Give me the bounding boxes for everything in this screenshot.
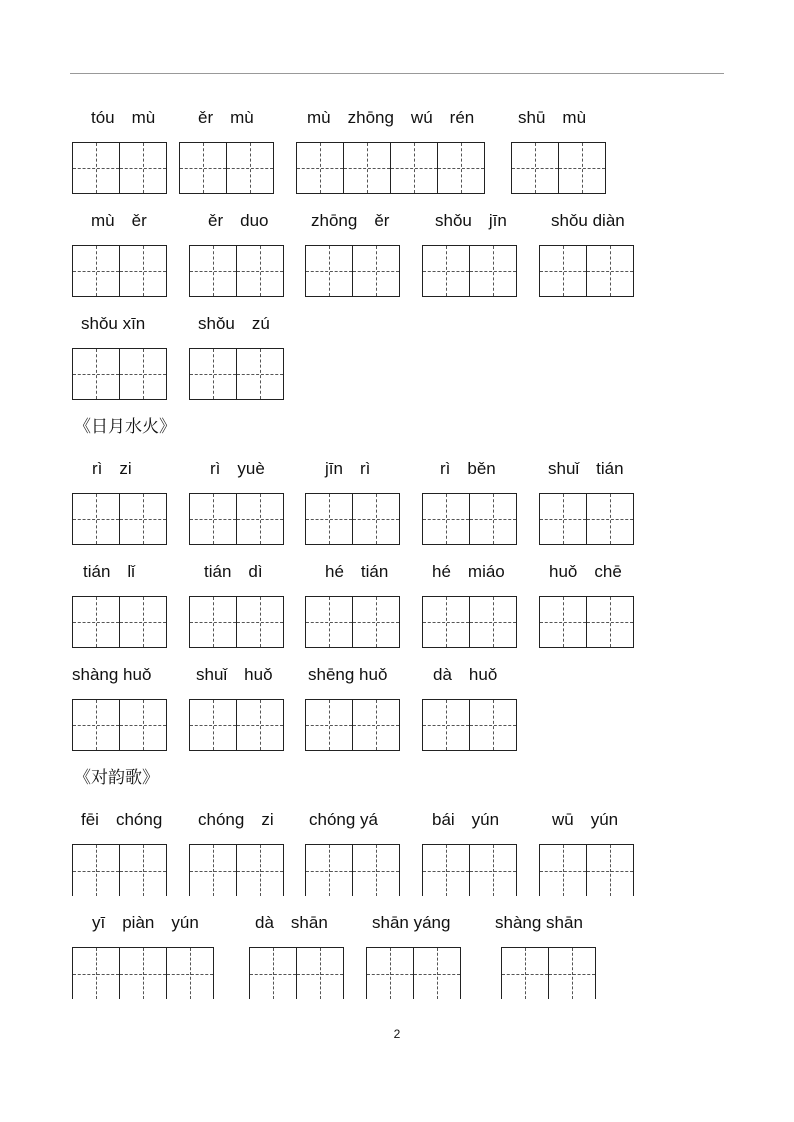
- grid-cell[interactable]: [586, 245, 634, 297]
- writing-grid[interactable]: [72, 493, 167, 545]
- writing-grid[interactable]: [179, 142, 274, 194]
- writing-grid[interactable]: [305, 596, 400, 648]
- writing-grid[interactable]: [305, 245, 400, 297]
- section-heading: 《对韵歌》: [74, 768, 159, 787]
- grid-cell[interactable]: [72, 245, 120, 297]
- writing-grid[interactable]: [189, 844, 284, 896]
- pinyin-label: mù zhōng wú rén: [307, 108, 475, 127]
- grid-cell[interactable]: [366, 947, 414, 999]
- pinyin-label: mù ěr: [91, 211, 147, 230]
- pinyin-label: chóng zi: [198, 810, 274, 829]
- top-rule: [70, 73, 724, 74]
- grid-cell[interactable]: [352, 245, 400, 297]
- grid-cell[interactable]: [437, 142, 485, 194]
- grid-cell[interactable]: [236, 245, 284, 297]
- pinyin-label: shēng huǒ: [308, 665, 388, 684]
- grid-cell[interactable]: [352, 699, 400, 751]
- pinyin-label: huǒ chē: [549, 562, 622, 581]
- section-heading: 《日月水火》: [74, 417, 176, 436]
- grid-cell[interactable]: [119, 844, 167, 896]
- grid-cell[interactable]: [352, 844, 400, 896]
- grid-cell[interactable]: [119, 142, 167, 194]
- writing-grid[interactable]: [366, 947, 461, 999]
- writing-grid[interactable]: [189, 245, 284, 297]
- grid-cell[interactable]: [72, 947, 120, 999]
- grid-cell[interactable]: [236, 348, 284, 400]
- grid-cell[interactable]: [72, 699, 120, 751]
- grid-cell[interactable]: [119, 699, 167, 751]
- writing-grid[interactable]: [539, 245, 634, 297]
- writing-grid[interactable]: [72, 596, 167, 648]
- grid-cell[interactable]: [119, 493, 167, 545]
- writing-grid[interactable]: [422, 245, 517, 297]
- pinyin-label: ěr duo: [208, 211, 269, 230]
- grid-cell[interactable]: [189, 596, 237, 648]
- grid-cell[interactable]: [558, 142, 606, 194]
- grid-cell[interactable]: [539, 844, 587, 896]
- grid-cell[interactable]: [189, 844, 237, 896]
- pinyin-label: shǒu xīn: [81, 314, 146, 333]
- grid-cell[interactable]: [72, 493, 120, 545]
- pinyin-label: shuǐ huǒ: [196, 665, 273, 684]
- grid-cell[interactable]: [305, 596, 353, 648]
- grid-cell[interactable]: [539, 493, 587, 545]
- pinyin-label: hé miáo: [432, 562, 505, 581]
- grid-cell[interactable]: [236, 493, 284, 545]
- grid-cell[interactable]: [469, 493, 517, 545]
- pinyin-label: wū yún: [552, 810, 619, 829]
- writing-grid[interactable]: [305, 844, 400, 896]
- pinyin-label: jīn rì: [325, 459, 371, 478]
- grid-cell[interactable]: [548, 947, 596, 999]
- writing-grid[interactable]: [189, 596, 284, 648]
- pinyin-label: shān yáng: [372, 913, 451, 932]
- pinyin-label: tián lǐ: [83, 562, 135, 581]
- page-number: 2: [393, 1027, 401, 1041]
- grid-cell[interactable]: [352, 493, 400, 545]
- writing-grid[interactable]: [189, 348, 284, 400]
- pinyin-label: shuǐ tián: [548, 459, 624, 478]
- writing-grid[interactable]: [72, 348, 167, 400]
- writing-grid[interactable]: [422, 699, 517, 751]
- pinyin-label: rì běn: [440, 459, 496, 478]
- pinyin-label: tóu mù: [91, 108, 156, 127]
- grid-cell[interactable]: [469, 245, 517, 297]
- pinyin-label: rì yuè: [210, 459, 265, 478]
- grid-cell[interactable]: [166, 947, 214, 999]
- pinyin-label: shàng shān: [495, 913, 583, 932]
- writing-grid[interactable]: [539, 844, 634, 896]
- writing-grid[interactable]: [72, 142, 167, 194]
- grid-cell[interactable]: [72, 596, 120, 648]
- writing-grid[interactable]: [72, 699, 167, 751]
- grid-cell[interactable]: [179, 142, 227, 194]
- grid-cell[interactable]: [236, 596, 284, 648]
- writing-grid[interactable]: [249, 947, 344, 999]
- writing-grid[interactable]: [72, 245, 167, 297]
- writing-grid[interactable]: [422, 596, 517, 648]
- grid-cell[interactable]: [72, 142, 120, 194]
- grid-cell[interactable]: [72, 348, 120, 400]
- grid-cell[interactable]: [469, 699, 517, 751]
- grid-cell[interactable]: [305, 493, 353, 545]
- pinyin-label: shǒu zú: [198, 314, 270, 333]
- grid-cell[interactable]: [189, 493, 237, 545]
- pinyin-label: bái yún: [432, 810, 500, 829]
- grid-cell[interactable]: [539, 596, 587, 648]
- grid-cell[interactable]: [413, 947, 461, 999]
- writing-grid[interactable]: [72, 947, 214, 999]
- grid-cell[interactable]: [296, 947, 344, 999]
- pinyin-label: dà shān: [255, 913, 328, 932]
- pinyin-label: ěr mù: [198, 108, 254, 127]
- writing-grid[interactable]: [305, 699, 400, 751]
- pinyin-label: rì zi: [92, 459, 132, 478]
- grid-cell[interactable]: [72, 844, 120, 896]
- grid-cell[interactable]: [236, 844, 284, 896]
- writing-grid[interactable]: [539, 493, 634, 545]
- pinyin-label: tián dì: [204, 562, 263, 581]
- grid-cell[interactable]: [119, 947, 167, 999]
- writing-grid[interactable]: [501, 947, 596, 999]
- grid-cell[interactable]: [119, 348, 167, 400]
- grid-cell[interactable]: [189, 699, 237, 751]
- grid-cell[interactable]: [511, 142, 559, 194]
- pinyin-label: fēi chóng: [81, 810, 163, 829]
- grid-cell[interactable]: [422, 699, 470, 751]
- grid-cell[interactable]: [226, 142, 274, 194]
- grid-cell[interactable]: [586, 844, 634, 896]
- grid-cell[interactable]: [305, 699, 353, 751]
- writing-grid[interactable]: [296, 142, 485, 194]
- pinyin-label: dà huǒ: [433, 665, 498, 684]
- grid-cell[interactable]: [422, 493, 470, 545]
- grid-cell[interactable]: [390, 142, 438, 194]
- pinyin-label: yī piàn yún: [92, 913, 199, 932]
- grid-cell[interactable]: [343, 142, 391, 194]
- writing-grid[interactable]: [422, 844, 517, 896]
- grid-cell[interactable]: [296, 142, 344, 194]
- writing-grid[interactable]: [189, 493, 284, 545]
- pinyin-label: shǒu jīn: [435, 211, 507, 230]
- grid-cell[interactable]: [422, 844, 470, 896]
- writing-grid[interactable]: [539, 596, 634, 648]
- grid-cell[interactable]: [189, 245, 237, 297]
- pinyin-label: chóng yá: [309, 810, 378, 829]
- grid-cell[interactable]: [352, 596, 400, 648]
- grid-cell[interactable]: [119, 596, 167, 648]
- grid-cell[interactable]: [501, 947, 549, 999]
- grid-cell[interactable]: [422, 596, 470, 648]
- grid-cell[interactable]: [469, 844, 517, 896]
- grid-cell[interactable]: [539, 245, 587, 297]
- grid-cell[interactable]: [119, 245, 167, 297]
- pinyin-label: shǒu diàn: [551, 211, 625, 230]
- grid-cell[interactable]: [469, 596, 517, 648]
- pinyin-label: shàng huǒ: [72, 665, 152, 684]
- grid-cell[interactable]: [189, 348, 237, 400]
- grid-cell[interactable]: [305, 844, 353, 896]
- grid-cell[interactable]: [586, 596, 634, 648]
- writing-grid[interactable]: [511, 142, 606, 194]
- pinyin-label: shū mù: [518, 108, 587, 127]
- writing-grid[interactable]: [72, 844, 167, 896]
- pinyin-label: zhōng ěr: [311, 211, 390, 230]
- grid-cell[interactable]: [422, 245, 470, 297]
- grid-cell[interactable]: [249, 947, 297, 999]
- grid-cell[interactable]: [236, 699, 284, 751]
- grid-cell[interactable]: [586, 493, 634, 545]
- grid-cell[interactable]: [305, 245, 353, 297]
- pinyin-label: hé tián: [325, 562, 389, 581]
- writing-grid[interactable]: [189, 699, 284, 751]
- writing-grid[interactable]: [305, 493, 400, 545]
- writing-grid[interactable]: [422, 493, 517, 545]
